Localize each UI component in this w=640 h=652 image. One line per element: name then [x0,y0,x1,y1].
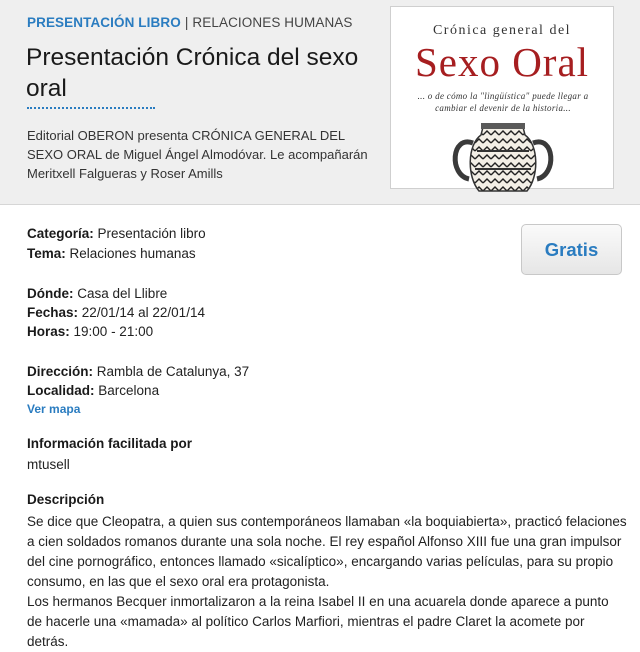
book-cover-image [390,6,614,189]
donde-label: Dónde: [27,286,74,301]
tema-value: Relaciones humanas [69,246,196,261]
event-header [0,0,640,205]
ver-mapa-link[interactable]: Ver mapa [27,402,81,416]
field-localidad [27,383,159,398]
tema-label: Tema: [27,246,66,261]
description-title: Descripción [27,492,105,507]
page-title: Presentación Crónica del sexo oral [26,44,359,102]
description-paragraph-1: Se dice que Cleopatra, a quien sus contemporáneos llamaban «la boquiabierta», practicó felaciones a cien soldados romanos durante una sola noche. El rey español Alfonso XIII fue una gran impulsor del cine pornográfico, entonces llamado «sicalíptico», encargando varias películas, para su propio consumo, en las que el sexo oral era protagonista. [27,514,627,589]
fecha-fin: 22/01/14 [152,305,205,320]
field-fechas [27,305,205,320]
localidad-label: Localidad: [27,383,95,398]
cover-top-line: Crónica general del [432,23,572,38]
fechas-label: Fechas: [27,305,79,320]
fecha-conector: al [138,305,149,320]
breadcrumb-separator: | [184,15,189,30]
categoria-value: Presentación libro [97,226,206,241]
breadcrumb [27,15,353,30]
horas-value: 19:00 - 21:00 [73,324,154,339]
info-value: mtusell [27,457,70,472]
fecha-inicio: 22/01/14 [81,305,135,320]
amphora-icon [443,121,563,191]
field-info [27,436,192,451]
field-direccion [27,364,249,379]
field-tema [27,246,196,261]
categoria-label: Categoría: [27,226,94,241]
price-badge: Gratis [521,224,622,275]
description-body [27,512,627,652]
localidad-value: Barcelona [98,383,160,398]
field-categoria [27,226,206,241]
cover-main-title: Sexo Oral [414,39,590,85]
dotted-divider [27,107,155,109]
horas-label: Horas: [27,324,70,339]
description-paragraph-2: Los hermanos Becquer inmortalizaron a la reina Isabel II en una acuarela donde aparece a punto de hacerle una «mamada» al político Carlos Marfiori, mientras el padre Claret la acomete por detrás. [27,594,609,649]
donde-value: Casa del Llibre [77,286,168,301]
cover-subtitle: ... o de cómo la "lingüística" puede llegar a cambiar el devenir de la historia... [417,91,589,113]
field-donde [27,286,167,301]
direccion-value: Rambla de Catalunya, 37 [96,364,250,379]
breadcrumb-category-link[interactable]: PRESENTACIÓN LIBRO [27,15,181,30]
breadcrumb-topic[interactable]: RELACIONES HUMANAS [192,15,353,30]
event-summary: Editorial OBERON presenta CRÓNICA GENERAL DEL SEXO ORAL de Miguel Ángel Almodóvar. Le acompañarán Meritxell Falgueras y Roser Amills [27,128,368,181]
info-label: Información facilitada por [27,436,193,451]
field-horas [27,324,153,339]
direccion-label: Dirección: [27,364,94,379]
